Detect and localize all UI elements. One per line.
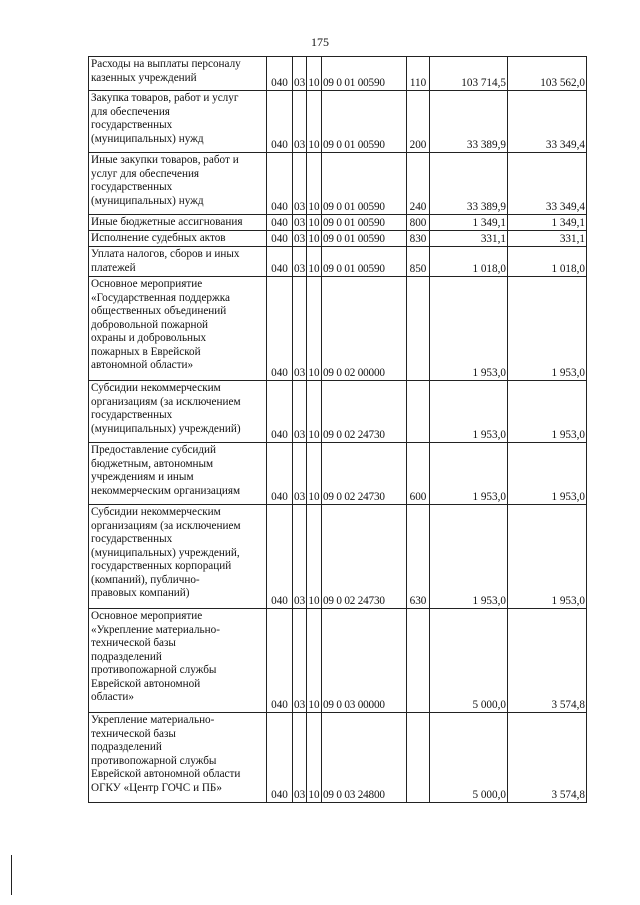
section-code-cell xyxy=(293,91,307,153)
table-row xyxy=(89,153,587,215)
subsection-code-cell xyxy=(307,91,322,153)
row-name-text: Расходы на выплаты персоналу казенных учреждений xyxy=(91,58,241,84)
expense-type-text: 850 xyxy=(409,262,427,275)
expense-type-text: 830 xyxy=(409,232,427,245)
ministry-code-text: 040 xyxy=(271,788,288,801)
target-article-cell xyxy=(322,443,407,505)
sum-year1-text: 1 953,0 xyxy=(472,428,506,441)
section-code-text: 03 xyxy=(294,262,306,275)
section-code-cell xyxy=(293,153,307,215)
section-code-cell xyxy=(293,713,307,803)
ministry-code-cell xyxy=(267,505,293,609)
budget-table xyxy=(88,56,587,803)
subsection-code-cell xyxy=(307,215,322,231)
page-number: 175 xyxy=(311,35,329,49)
expense-type-cell xyxy=(407,713,430,803)
table-row xyxy=(89,609,587,713)
expense-type-text: 200 xyxy=(409,138,427,151)
row-name-text: Предоставление субсидий бюджетным, автономным учреждениям и иным некоммерческим организациям xyxy=(91,444,241,497)
subsection-code-cell xyxy=(307,153,322,215)
target-article-text: 09 0 02 00000 xyxy=(323,366,385,379)
sum-year2-text: 3 574,8 xyxy=(551,788,585,801)
subsection-code-text: 10 xyxy=(308,200,320,213)
section-code-cell xyxy=(293,505,307,609)
expense-type-text: 110 xyxy=(409,76,427,89)
sum-year2-text: 1 953,0 xyxy=(551,366,585,379)
row-name-cell xyxy=(89,609,267,713)
sum-year2-cell xyxy=(508,713,587,803)
section-code-cell xyxy=(293,609,307,713)
target-article-text: 09 0 02 24730 xyxy=(323,594,385,607)
expense-type-text: 600 xyxy=(409,490,427,503)
expense-type-cell xyxy=(407,231,430,247)
sum-year1-cell xyxy=(430,505,508,609)
sum-year1-text: 1 018,0 xyxy=(472,262,506,275)
subsection-code-cell xyxy=(307,609,322,713)
expense-type-cell xyxy=(407,215,430,231)
subsection-code-cell xyxy=(307,443,322,505)
row-name-cell xyxy=(89,215,267,231)
row-name-text: Иные закупки товаров, работ и услуг для обеспечения государственных (муниципальных) нужд xyxy=(91,154,239,207)
row-name-cell xyxy=(89,381,267,443)
sum-year2-cell xyxy=(508,505,587,609)
subsection-code-text: 10 xyxy=(308,232,320,245)
row-name-text: Уплата налогов, сборов и иных платежей xyxy=(91,248,240,274)
ministry-code-text: 040 xyxy=(271,262,288,275)
target-article-cell xyxy=(322,231,407,247)
sum-year2-cell xyxy=(508,215,587,231)
sum-year2-cell xyxy=(508,153,587,215)
table-body xyxy=(89,57,587,803)
sum-year2-text: 1 953,0 xyxy=(551,594,585,607)
subsection-code-text: 10 xyxy=(308,216,320,229)
subsection-code-cell xyxy=(307,247,322,277)
table-row xyxy=(89,277,587,381)
target-article-cell xyxy=(322,215,407,231)
ministry-code-text: 040 xyxy=(271,366,288,379)
row-name-text: Закупка товаров, работ и услуг для обеспечения государственных (муниципальных) нужд xyxy=(91,92,239,145)
section-code-cell xyxy=(293,215,307,231)
section-code-text: 03 xyxy=(294,232,306,245)
ministry-code-text: 040 xyxy=(271,232,288,245)
sum-year2-text: 1 349,1 xyxy=(551,216,585,229)
table-row xyxy=(89,381,587,443)
section-code-cell xyxy=(293,277,307,381)
ministry-code-text: 040 xyxy=(271,216,288,229)
ministry-code-cell xyxy=(267,153,293,215)
ministry-code-text: 040 xyxy=(271,138,288,151)
row-name-cell xyxy=(89,153,267,215)
row-name-cell xyxy=(89,505,267,609)
expense-type-text: 240 xyxy=(409,200,427,213)
sum-year1-cell xyxy=(430,277,508,381)
target-article-text: 09 0 01 00590 xyxy=(323,200,385,213)
target-article-text: 09 0 01 00590 xyxy=(323,76,385,89)
subsection-code-cell xyxy=(307,713,322,803)
sum-year2-cell xyxy=(508,57,587,91)
expense-type-cell xyxy=(407,505,430,609)
sum-year2-cell xyxy=(508,231,587,247)
expense-type-cell xyxy=(407,381,430,443)
sum-year1-text: 103 714,5 xyxy=(461,76,506,89)
sum-year2-cell xyxy=(508,609,587,713)
section-code-text: 03 xyxy=(294,490,306,503)
expense-type-cell xyxy=(407,91,430,153)
subsection-code-cell xyxy=(307,381,322,443)
row-name-cell xyxy=(89,247,267,277)
sum-year2-cell xyxy=(508,443,587,505)
section-code-text: 03 xyxy=(294,76,306,89)
sum-year1-cell xyxy=(430,609,508,713)
expense-type-cell xyxy=(407,153,430,215)
sum-year1-cell xyxy=(430,215,508,231)
sum-year1-text: 5 000,0 xyxy=(472,698,506,711)
ministry-code-cell xyxy=(267,713,293,803)
target-article-text: 09 0 02 24730 xyxy=(323,490,385,503)
ministry-code-cell xyxy=(267,231,293,247)
sum-year1-text: 33 389,9 xyxy=(466,200,506,213)
sum-year1-cell xyxy=(430,91,508,153)
row-name-cell xyxy=(89,277,267,381)
sum-year2-cell xyxy=(508,247,587,277)
row-name-text: Основное мероприятие «Государственная поддержка общественных объединений добровольной пожарной охраны и добровольных пожарных в Еврейской автономной области» xyxy=(91,278,230,371)
section-code-text: 03 xyxy=(294,788,306,801)
table-row xyxy=(89,91,587,153)
sum-year1-cell xyxy=(430,247,508,277)
section-code-text: 03 xyxy=(294,216,306,229)
table-row xyxy=(89,443,587,505)
expense-type-cell xyxy=(407,247,430,277)
ministry-code-cell xyxy=(267,247,293,277)
sum-year1-text: 33 389,9 xyxy=(466,138,506,151)
expense-type-cell xyxy=(407,609,430,713)
sum-year1-cell xyxy=(430,153,508,215)
ministry-code-cell xyxy=(267,277,293,381)
ministry-code-cell xyxy=(267,443,293,505)
sum-year1-text: 331,1 xyxy=(480,232,506,245)
target-article-cell xyxy=(322,91,407,153)
sum-year2-text: 1 018,0 xyxy=(551,262,585,275)
subsection-code-cell xyxy=(307,277,322,381)
row-name-text: Субсидии некоммерческим организациям (за исключением государственных (муниципальных) учреждений) xyxy=(91,382,241,435)
target-article-cell xyxy=(322,381,407,443)
section-code-cell xyxy=(293,247,307,277)
sum-year2-cell xyxy=(508,277,587,381)
row-name-text: Укрепление материально- технической базы подразделений противопожарной службы Еврейской автономной области ОГКУ «Центр ГОЧС и ПБ» xyxy=(91,714,241,794)
row-name-cell xyxy=(89,57,267,91)
table-row xyxy=(89,505,587,609)
ministry-code-cell xyxy=(267,609,293,713)
subsection-code-cell xyxy=(307,57,322,91)
target-article-cell xyxy=(322,247,407,277)
sum-year2-text: 103 562,0 xyxy=(540,76,585,89)
target-article-cell xyxy=(322,277,407,381)
ministry-code-cell xyxy=(267,57,293,91)
target-article-cell xyxy=(322,505,407,609)
subsection-code-text: 10 xyxy=(308,138,320,151)
expense-type-text: 630 xyxy=(409,594,427,607)
ministry-code-text: 040 xyxy=(271,76,288,89)
target-article-text: 09 0 01 00590 xyxy=(323,232,385,245)
sum-year1-text: 5 000,0 xyxy=(472,788,506,801)
row-name-text: Исполнение судебных актов xyxy=(91,232,226,244)
target-article-cell xyxy=(322,153,407,215)
sum-year1-text: 1 953,0 xyxy=(472,366,506,379)
section-code-cell xyxy=(293,381,307,443)
sum-year1-text: 1 349,1 xyxy=(472,216,506,229)
sum-year1-cell xyxy=(430,381,508,443)
table-row xyxy=(89,215,587,231)
subsection-code-text: 10 xyxy=(308,76,320,89)
row-name-cell xyxy=(89,443,267,505)
row-name-text: Основное мероприятие «Укрепление материально- технической базы подразделений противопожарной службы Еврейской автономной области» xyxy=(91,610,220,703)
expense-type-cell xyxy=(407,443,430,505)
target-article-text: 09 0 03 00000 xyxy=(323,698,385,711)
table-row xyxy=(89,713,587,803)
ministry-code-cell xyxy=(267,215,293,231)
target-article-text: 09 0 01 00590 xyxy=(323,262,385,275)
table-row xyxy=(89,231,587,247)
sum-year2-text: 1 953,0 xyxy=(551,428,585,441)
ministry-code-cell xyxy=(267,91,293,153)
ministry-code-text: 040 xyxy=(271,428,288,441)
ministry-code-text: 040 xyxy=(271,490,288,503)
sum-year2-cell xyxy=(508,91,587,153)
subsection-code-text: 10 xyxy=(308,490,320,503)
row-name-text: Субсидии некоммерческим организациям (за исключением государственных (муниципальных) учреждений, государственных корпораций (компаний), публично- правовых компаний) xyxy=(91,506,241,599)
target-article-cell xyxy=(322,57,407,91)
subsection-code-text: 10 xyxy=(308,262,320,275)
subsection-code-text: 10 xyxy=(308,698,320,711)
subsection-code-text: 10 xyxy=(308,428,320,441)
ministry-code-cell xyxy=(267,381,293,443)
sum-year2-text: 33 349,4 xyxy=(545,138,585,151)
sum-year1-text: 1 953,0 xyxy=(472,490,506,503)
section-code-text: 03 xyxy=(294,698,306,711)
section-code-text: 03 xyxy=(294,200,306,213)
ministry-code-text: 040 xyxy=(271,698,288,711)
sum-year2-text: 331,1 xyxy=(559,232,585,245)
row-name-cell xyxy=(89,231,267,247)
sum-year1-cell xyxy=(430,57,508,91)
ministry-code-text: 040 xyxy=(271,594,288,607)
section-code-text: 03 xyxy=(294,594,306,607)
sum-year2-text: 3 574,8 xyxy=(551,698,585,711)
expense-type-text: 800 xyxy=(409,216,427,229)
sum-year2-text: 1 953,0 xyxy=(551,490,585,503)
section-code-cell xyxy=(293,57,307,91)
table-row xyxy=(89,247,587,277)
target-article-text: 09 0 03 24800 xyxy=(323,788,385,801)
subsection-code-text: 10 xyxy=(308,594,320,607)
subsection-code-text: 10 xyxy=(308,366,320,379)
subsection-code-cell xyxy=(307,231,322,247)
row-name-cell xyxy=(89,713,267,803)
expense-type-cell xyxy=(407,277,430,381)
subsection-code-text: 10 xyxy=(308,788,320,801)
table-row xyxy=(89,57,587,91)
target-article-cell xyxy=(322,713,407,803)
section-code-cell xyxy=(293,443,307,505)
margin-mark xyxy=(11,855,12,895)
ministry-code-text: 040 xyxy=(271,200,288,213)
row-name-cell xyxy=(89,91,267,153)
sum-year1-cell xyxy=(430,231,508,247)
section-code-text: 03 xyxy=(294,428,306,441)
sum-year2-text: 33 349,4 xyxy=(545,200,585,213)
section-code-cell xyxy=(293,231,307,247)
target-article-cell xyxy=(322,609,407,713)
section-code-text: 03 xyxy=(294,366,306,379)
sum-year1-text: 1 953,0 xyxy=(472,594,506,607)
subsection-code-cell xyxy=(307,505,322,609)
sum-year1-cell xyxy=(430,713,508,803)
expense-type-cell xyxy=(407,57,430,91)
target-article-text: 09 0 02 24730 xyxy=(323,428,385,441)
sum-year2-cell xyxy=(508,381,587,443)
sum-year1-cell xyxy=(430,443,508,505)
target-article-text: 09 0 01 00590 xyxy=(323,216,385,229)
target-article-text: 09 0 01 00590 xyxy=(323,138,385,151)
section-code-text: 03 xyxy=(294,138,306,151)
row-name-text: Иные бюджетные ассигнования xyxy=(91,216,243,228)
